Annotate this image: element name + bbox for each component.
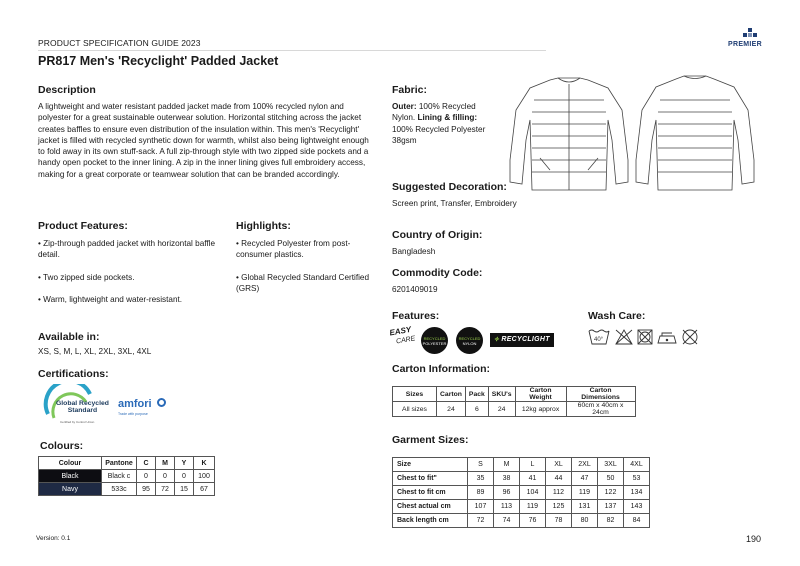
table-cell: 100 [194, 470, 215, 483]
no-dry-clean-icon [683, 330, 697, 344]
product-features-heading: Product Features: [38, 220, 128, 232]
table-cell: All sizes [393, 402, 437, 417]
description-text: A lightweight and water resistant padded jacket made from 100% recycled nylon and polyester for a great sustainable outerwear solution. Horizontal stitching across the jacket creates baffles to ensure even distribution of the insulation within. This men's 'Recyclight' jacket is filled with recycled synthetic down for warmth, whilst also being lightweight enough to fold away in its own stuff-sack. A full zip-through style with two zipped side pockets and a handy open pocket to the inner lining. A zip in the inner lining gives full embroidery access, making for a great corporate or teamwear solution that can be branded accordingly. [38, 102, 369, 179]
table-cell: 104 [520, 486, 546, 500]
grs-line-2: Standard [67, 407, 98, 414]
table-cell: 41 [520, 472, 546, 486]
recycled-polyester-badge-icon [421, 327, 448, 354]
fabric-text [392, 101, 498, 146]
table-cell: 0 [156, 470, 175, 483]
column-header: 4XL [624, 458, 650, 472]
column-header: L [520, 458, 546, 472]
page-title: PR817 Men's 'Recyclight' Padded Jacket [38, 54, 279, 68]
fabric-outer-label: Outer: [392, 102, 417, 111]
commodity-heading: Commodity Code: [392, 267, 483, 279]
column-header: 2XL [572, 458, 598, 472]
version-label: Version: 0.1 [36, 535, 71, 542]
recyclight-badge-icon [490, 333, 554, 347]
table-cell: 24 [488, 402, 515, 417]
wash-care-icons [588, 327, 712, 347]
amfori-name: amfori [118, 398, 152, 410]
table-cell: 60cm x 40cm x 24cm [566, 402, 635, 417]
table-cell: 113 [494, 500, 520, 514]
row-label: Back length cm [393, 514, 468, 528]
grs-small-text: Certified by Control Union [60, 420, 95, 424]
table-cell: 53 [624, 472, 650, 486]
table-row [393, 402, 636, 417]
easy-care-line-1: EASY [388, 324, 412, 338]
column-header: Sizes [393, 387, 437, 402]
table-cell: 533c [102, 483, 137, 496]
table-header-row [393, 458, 650, 472]
highlights-list [236, 238, 376, 305]
table-cell: 96 [494, 486, 520, 500]
column-header: SKU's [488, 387, 515, 402]
garment-sizes-table [392, 457, 650, 528]
amfori-tagline: Trade with purpose [118, 412, 148, 416]
badge-polyester-top: RECYCLED [423, 336, 446, 341]
colours-table [38, 456, 215, 496]
table-cell: 112 [546, 486, 572, 500]
guide-label: PRODUCT SPECIFICATION GUIDE 2023 [38, 38, 201, 48]
carton-heading: Carton Information: [392, 363, 490, 375]
table-cell: 44 [546, 472, 572, 486]
wash-temp: 40° [594, 337, 604, 343]
garment-sizes-heading: Garment Sizes: [392, 434, 469, 446]
list-item: • Two zipped side pockets. [38, 272, 135, 282]
table-cell: 50 [598, 472, 624, 486]
fabric-heading: Fabric: [392, 84, 428, 96]
table-cell: 80 [572, 514, 598, 528]
column-header: Carton Weight [515, 387, 566, 402]
table-cell: 35 [468, 472, 494, 486]
row-label: Chest to fit" [393, 472, 468, 486]
list-item: • Warm, lightweight and water-resistant. [38, 294, 183, 304]
jacket-illustration [506, 70, 764, 195]
jacket-back-drawing [636, 76, 754, 190]
origin-heading: Country of Origin: [392, 229, 483, 241]
colour-swatch-navy: Navy [39, 483, 102, 496]
table-cell: 6 [465, 402, 488, 417]
table-cell: 134 [624, 486, 650, 500]
highlights-heading: Highlights: [236, 220, 291, 232]
column-header: Pantone [102, 457, 137, 470]
colours-heading: Colours: [40, 440, 84, 452]
column-header: K [194, 457, 215, 470]
table-cell: 47 [572, 472, 598, 486]
table-cell: 119 [520, 500, 546, 514]
no-bleach-icon [616, 330, 632, 344]
table-cell: 24 [437, 402, 466, 417]
fabric-lining-label: Lining & filling: [417, 113, 478, 123]
recyclight-leaf-icon: ⟡ [494, 336, 500, 343]
table-cell: 143 [624, 500, 650, 514]
table-cell: 0 [175, 470, 194, 483]
badge-polyester-sub: POLYESTER [422, 341, 447, 346]
column-header: M [494, 458, 520, 472]
table-cell: 131 [572, 500, 598, 514]
table-cell: 38 [494, 472, 520, 486]
table-cell: Black c [102, 470, 137, 483]
carton-table [392, 386, 636, 417]
column-header: Y [175, 457, 194, 470]
description-heading: Description [38, 84, 96, 96]
table-header-row [393, 387, 636, 402]
column-header: 3XL [598, 458, 624, 472]
column-header: Carton Dimensions [566, 387, 635, 402]
brand-name: PREMIER [728, 41, 762, 48]
column-header: C [137, 457, 156, 470]
fabric-outer-text: 100% Recycled Nylon. [392, 102, 476, 123]
table-cell: 125 [546, 500, 572, 514]
badge-nylon-sub: NYLON [462, 341, 477, 346]
table-cell: 119 [572, 486, 598, 500]
table-cell: 15 [175, 483, 194, 496]
table-cell: 82 [598, 514, 624, 528]
iron-low-icon [658, 333, 676, 343]
commodity-code: 6201409019 [392, 285, 438, 294]
amfori-ring-icon [157, 398, 166, 407]
easy-care-icon [389, 324, 421, 356]
table-cell: 0 [137, 470, 156, 483]
table-cell: 76 [520, 514, 546, 528]
features-heading: Features: [392, 310, 440, 322]
table-cell: 95 [137, 483, 156, 496]
available-sizes: XS, S, M, L, XL, 2XL, 3XL, 4XL [38, 347, 152, 356]
page-number: 190 [746, 534, 762, 544]
row-label: Chest to fit cm [393, 486, 468, 500]
table-cell: 72 [156, 483, 175, 496]
amfori-logo [118, 394, 166, 416]
table-row [393, 472, 650, 486]
list-item: • Recycled Polyester from post-consumer plastics. [236, 239, 351, 260]
origin-text: Bangladesh [392, 247, 436, 256]
table-row [393, 514, 650, 528]
table-cell: 107 [468, 500, 494, 514]
column-header: S [468, 458, 494, 472]
table-cell: 72 [468, 514, 494, 528]
fabric-lining-text: 100% Recycled Polyester 38gsm [392, 124, 486, 145]
wash-care-heading: Wash Care: [588, 310, 646, 322]
easy-care-line-2: CARE [395, 335, 416, 346]
list-item: • Global Recycled Standard Certified (GRS) [236, 272, 370, 293]
column-header: Carton [437, 387, 466, 402]
table-row [39, 483, 215, 496]
table-cell: 84 [624, 514, 650, 528]
table-row [393, 500, 650, 514]
product-features-list [38, 238, 218, 316]
table-header-row [39, 457, 215, 470]
column-header: Size [393, 458, 468, 472]
column-header: Colour [39, 457, 102, 470]
recycled-nylon-badge-icon [456, 327, 483, 354]
header-divider [38, 50, 546, 51]
table-cell: 12kg approx [515, 402, 566, 417]
row-label: Chest actual cm [393, 500, 468, 514]
jacket-front-drawing [510, 78, 628, 190]
grs-line-1: Global Recycled [56, 400, 109, 407]
column-header: Pack [465, 387, 488, 402]
decoration-heading: Suggested Decoration: [392, 181, 507, 193]
column-header: XL [546, 458, 572, 472]
column-header: M [156, 457, 175, 470]
table-cell: 137 [598, 500, 624, 514]
table-row [393, 486, 650, 500]
table-row [39, 470, 215, 483]
table-cell: 74 [494, 514, 520, 528]
table-cell: 122 [598, 486, 624, 500]
brand-logo [728, 28, 772, 54]
certifications-heading: Certifications: [38, 368, 109, 380]
table-cell: 67 [194, 483, 215, 496]
recyclight-label: RECYCLIGHT [501, 336, 550, 343]
table-cell: 78 [546, 514, 572, 528]
list-item: • Zip-through padded jacket with horizontal baffle detail. [38, 239, 216, 260]
decoration-text: Screen print, Transfer, Embroidery [392, 199, 517, 208]
table-cell: 89 [468, 486, 494, 500]
badge-nylon-top: RECYCLED [458, 336, 481, 341]
grs-logo [40, 384, 116, 426]
available-heading: Available in: [38, 331, 100, 343]
colour-swatch-black: Black [39, 470, 102, 483]
no-tumble-dry-icon [638, 330, 652, 344]
